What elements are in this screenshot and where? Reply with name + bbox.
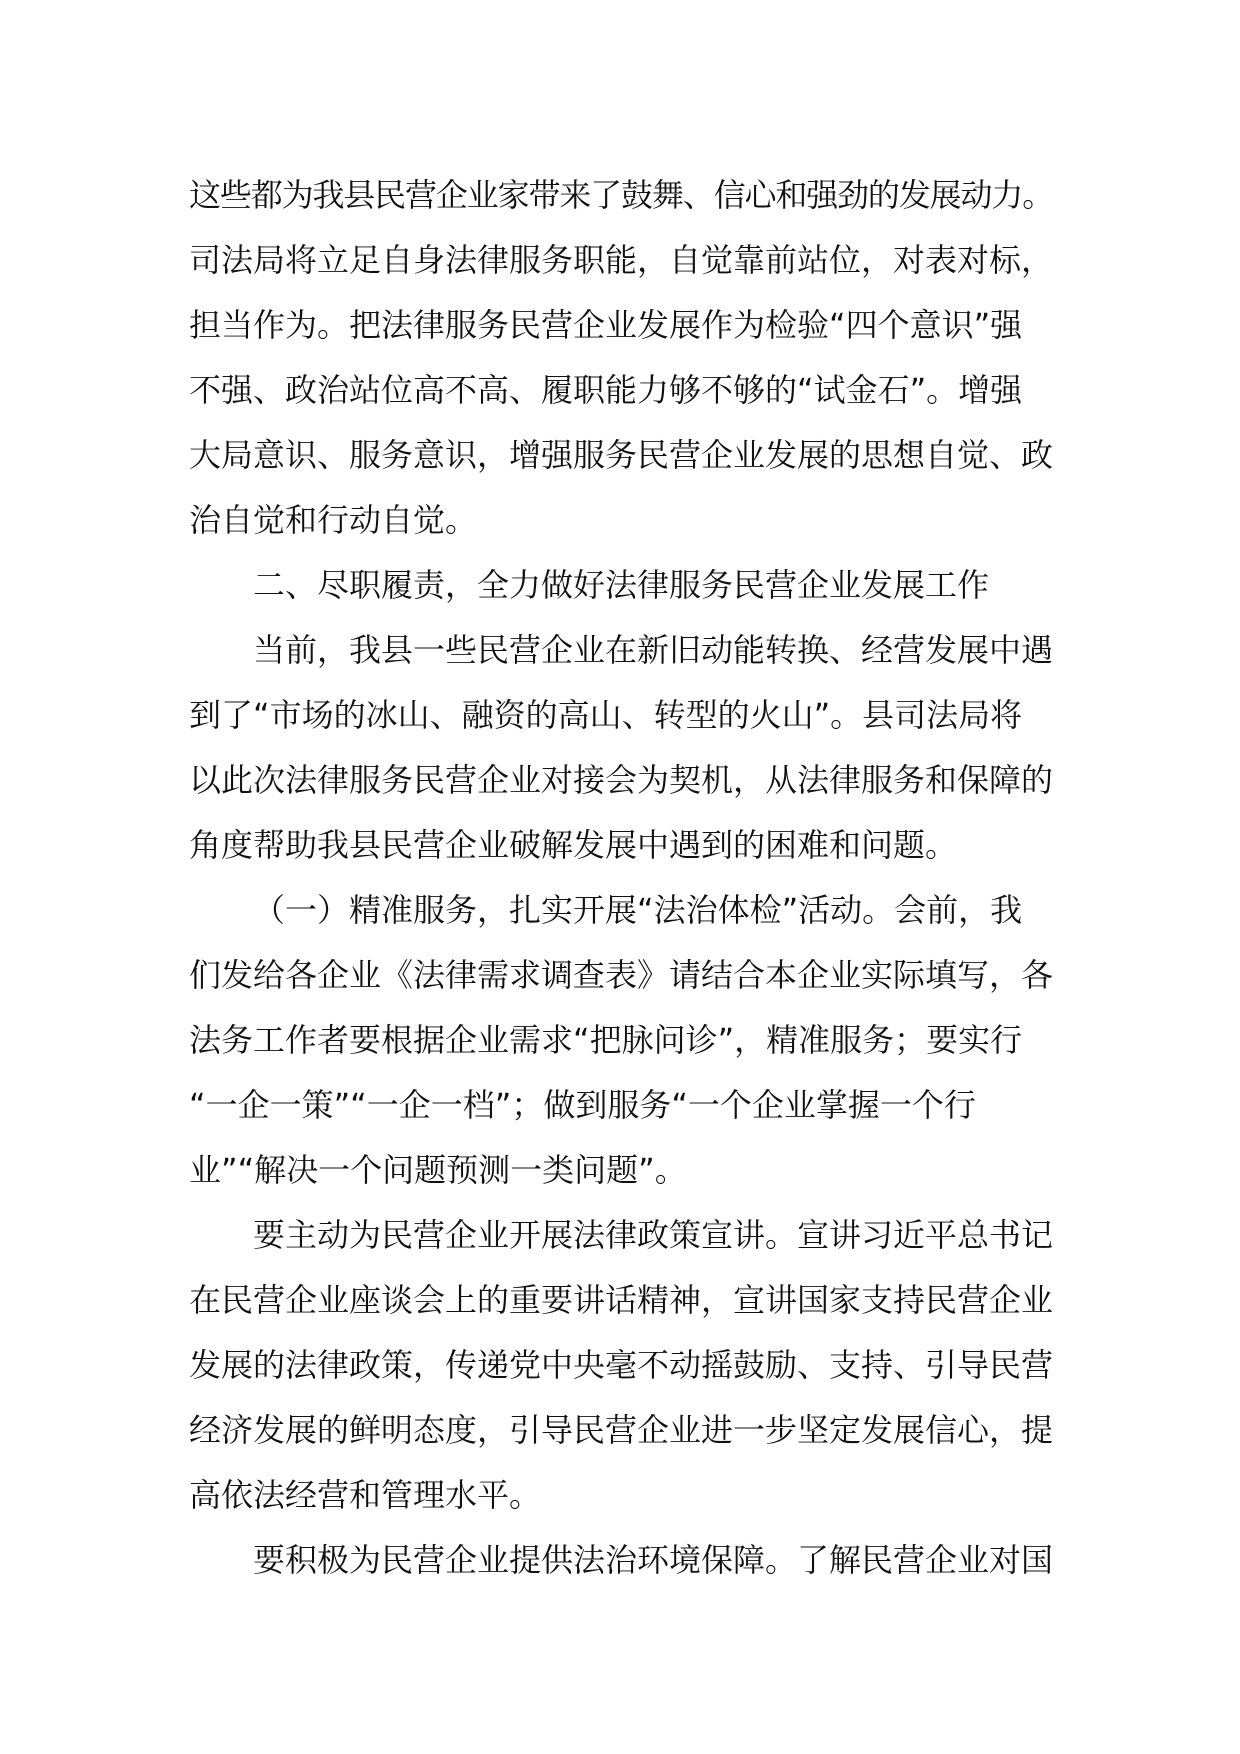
text-line: 司法局将立足自身法律服务职能，自觉靠前站位，对表对标，: [189, 241, 1054, 279]
text-line: 这些都为我县民营企业家带来了鼓舞、信心和强劲的发展动力。: [189, 176, 1054, 214]
text-line: 发展的法律政策，传递党中央毫不动摇鼓励、支持、引导民营: [189, 1346, 1054, 1384]
paragraph-1: [189, 163, 1053, 553]
text-line: 经济发展的鲜明态度，引导民营企业进一步坚定发展信心，提: [189, 1411, 1054, 1449]
text-line: 们发给各企业《法律需求调查表》请结合本企业实际填写，各: [189, 956, 1054, 994]
section-heading-2: [189, 553, 1053, 618]
paragraph-4: [189, 878, 1053, 1203]
text-line: 要积极为民营企业提供法治环境保障。了解民营企业对国: [253, 1541, 1054, 1579]
text-line: 法务工作者要根据企业需求“把脉问诊”，精准服务；要实行: [189, 1021, 1023, 1059]
text-line: 治自觉和行动自觉。: [189, 501, 478, 539]
text-line: 担当作为。把法律服务民营企业发展作为检验“四个意识”强: [189, 306, 1023, 344]
text-line: 高依法经营和管理水平。: [189, 1476, 542, 1514]
text-line: 在民营企业座谈会上的重要讲话精神，宣讲国家支持民营企业: [189, 1281, 1054, 1319]
heading-line: 二、尽职履责，全力做好法律服务民营企业发展工作: [253, 566, 990, 604]
text-line: 业”“解决一个问题预测一类问题”。: [189, 1151, 687, 1189]
text-line: “一企一策”“一企一档”；做到服务“一个企业掌握一个行: [189, 1086, 976, 1124]
document-body: [189, 163, 1053, 1593]
paragraph-3: [189, 618, 1053, 878]
text-line: 到了“市场的冰山、融资的高山、转型的火山”。县司法局将: [189, 696, 1023, 734]
text-line: 要主动为民营企业开展法律政策宣讲。宣讲习近平总书记: [253, 1216, 1054, 1254]
text-line: 大局意识、服务意识，增强服务民营企业发展的思想自觉、政: [189, 436, 1054, 474]
paragraph-6: [189, 1528, 1053, 1593]
text-line: 当前，我县一些民营企业在新旧动能转换、经营发展中遇: [253, 631, 1054, 669]
paragraph-5: [189, 1203, 1053, 1528]
text-line: 以此次法律服务民营企业对接会为契机，从法律服务和保障的: [189, 761, 1054, 799]
text-line: 角度帮助我县民营企业破解发展中遇到的困难和问题。: [189, 826, 958, 864]
text-line: （一）精准服务，扎实开展“法治体检”活动。会前，我: [253, 891, 1023, 929]
text-line: 不强、政治站位高不高、履职能力够不够的“试金石”。增强: [189, 371, 1023, 409]
